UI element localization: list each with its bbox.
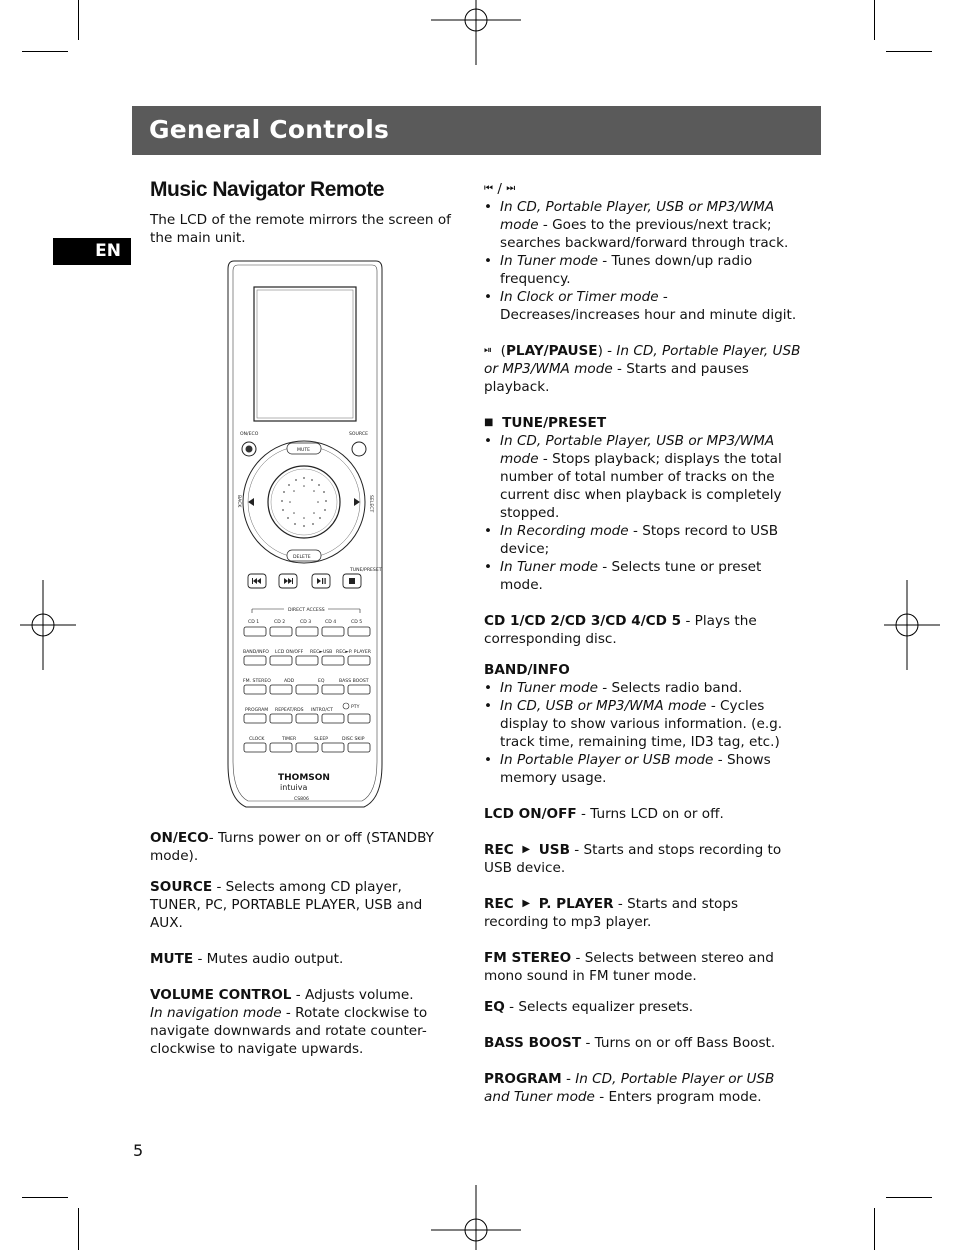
- registration-mark-icon: [0, 580, 88, 670]
- band-bullet: • In Tuner mode - Selects radio band.: [484, 679, 804, 697]
- band-info-heading: BAND/INFO: [484, 662, 570, 678]
- remote-label-rec-player: REC►P. PLAYER: [336, 650, 371, 655]
- remote-label-band-info: BAND/INFO: [243, 650, 269, 655]
- crop-mark: [874, 1208, 875, 1250]
- skip-bullet: • In Clock or Timer mode - Decreases/increases hour and minute digit.: [484, 288, 804, 324]
- band-bullet: • In CD, USB or MP3/WMA mode - Cycles display to show various information. (e.g. track time, remaining time, ID3 tag, etc.): [484, 697, 804, 751]
- mute-description: MUTE - Mutes audio output.: [150, 951, 344, 967]
- registration-mark-icon: [431, 1185, 521, 1250]
- remote-label-intro-ct: INTRO/CT: [311, 708, 333, 713]
- remote-model: CS806: [294, 797, 309, 802]
- stop-icon: ■: [484, 417, 494, 428]
- tune-bullet: • In Tuner mode - Selects tune or preset mode.: [484, 558, 804, 594]
- remote-label-disc-skip: DISC SKIP: [342, 737, 365, 742]
- crop-mark: [886, 1197, 932, 1198]
- remote-label-program: PROGRAM: [245, 708, 269, 713]
- bass-boost-description: BASS BOOST - Turns on or off Bass Boost.: [484, 1035, 776, 1051]
- remote-label-rec-usb: REC►USB: [310, 650, 333, 655]
- section-title: Music Navigator Remote: [150, 178, 385, 201]
- crop-mark: [22, 1197, 68, 1198]
- rec-usb-description: REC ▶ USB - Starts and stops recording to USB device.: [484, 842, 782, 876]
- remote-label-cd4: CD 4: [325, 620, 337, 625]
- play-pause-icon: ⏯: [484, 345, 492, 356]
- remote-label-timer: TIMER: [282, 737, 297, 742]
- remote-label-lcd-onoff: LCD ON/OFF: [275, 650, 304, 655]
- remote-label-tune-preset: TUNE/PRESET: [350, 568, 382, 573]
- remote-label-source: SOURCE: [349, 432, 368, 437]
- page-number: 5: [133, 1141, 144, 1160]
- language-tab: EN: [53, 238, 131, 265]
- remote-label-fm-stereo: FM. STEREO: [243, 679, 271, 684]
- crop-mark: [874, 0, 875, 40]
- remote-label-pty: PTY: [351, 705, 360, 710]
- remote-label-cd2: CD 2: [274, 620, 286, 625]
- cd-description: CD 1/CD 2/CD 3/CD 4/CD 5 - Plays the corresponding disc.: [484, 613, 757, 647]
- remote-label-mute: MUTE: [297, 448, 311, 453]
- registration-mark-icon: [862, 580, 952, 670]
- skip-heading: ⏮ / ⏭: [484, 181, 516, 197]
- source-description: SOURCE - Selects among CD player, TUNER, PC, PORTABLE PLAYER, USB and AUX.: [150, 879, 423, 931]
- left-column: [150, 829, 450, 1058]
- play-arrow-icon: ▶: [522, 898, 531, 909]
- remote-illustration: [224, 259, 386, 811]
- remote-label-back: BACK: [236, 495, 241, 508]
- remote-brand-logo: THOMSON: [278, 773, 330, 783]
- play-pause-description: ⏯ (PLAY/PAUSE) - In CD, Portable Player, USB or MP3/WMA mode - Starts and pauses playback.: [484, 343, 801, 395]
- remote-label-cd3: CD 3: [300, 620, 312, 625]
- intro-paragraph: The LCD of the remote mirrors the screen of the main unit.: [150, 212, 451, 246]
- crop-mark: [886, 51, 932, 52]
- remote-label-bass-boost: BASS BOOST: [339, 679, 369, 684]
- remote-label-clock: CLOCK: [249, 737, 265, 742]
- play-arrow-icon: ▶: [522, 844, 531, 855]
- page-title: General Controls: [149, 115, 390, 144]
- lcd-description: LCD ON/OFF - Turns LCD on or off.: [484, 806, 724, 822]
- crop-mark: [78, 1208, 79, 1250]
- rec-player-description: REC ▶ P. PLAYER - Starts and stops recording to mp3 player.: [484, 896, 739, 930]
- skip-bullet: • In Tuner mode - Tunes down/up radio frequency.: [484, 252, 804, 288]
- tune-preset-heading: ■ TUNE/PRESET: [484, 415, 607, 431]
- remote-label-direct-access: DIRECT ACCESS: [288, 608, 325, 613]
- fm-stereo-description: FM STEREO - Selects between stereo and mono sound in FM tuner mode.: [484, 950, 774, 984]
- on-eco-description: ON/ECO- Turns power on or off (STANDBY mode).: [150, 830, 434, 864]
- crop-mark: [22, 51, 68, 52]
- remote-label-delete: DELETE: [293, 555, 311, 560]
- remote-label-select: SELECT: [368, 495, 373, 513]
- remote-label-sleep: SLEEP: [314, 737, 329, 742]
- remote-sub-brand: intuiva: [280, 783, 308, 792]
- remote-label-on-eco: ON/ECO: [240, 432, 259, 437]
- crop-mark: [78, 0, 79, 40]
- remote-label-repeat-rds: REPEAT/RDS: [275, 708, 304, 713]
- remote-label-cd1: CD 1: [248, 620, 260, 625]
- skip-bullet: • In CD, Portable Player, USB or MP3/WMA mode - Goes to the previous/next track; searches backward/forward through track.: [484, 198, 804, 252]
- registration-mark-icon: [431, 0, 521, 65]
- band-bullet: • In Portable Player or USB mode - Shows memory usage.: [484, 751, 804, 787]
- skip-back-icon: ⏮: [484, 183, 493, 194]
- volume-description: VOLUME CONTROL - Adjusts volume. In navigation mode - Rotate clockwise to navigate downwards and rotate counter-clockwise to navigate upwards.: [150, 987, 428, 1057]
- header-bar: [132, 106, 821, 155]
- tune-bullet: • In Recording mode - Stops record to USB device;: [484, 522, 804, 558]
- tune-bullet: • In CD, Portable Player, USB or MP3/WMA mode - Stops playback; displays the total number of total number of tracks on the current disc when playback is completely stopped.: [484, 432, 804, 522]
- right-column: [484, 180, 804, 1106]
- skip-forward-icon: ⏭: [506, 183, 516, 194]
- eq-description: EQ - Selects equalizer presets.: [484, 999, 694, 1015]
- program-description: PROGRAM - In CD, Portable Player or USB and Tuner mode - Enters program mode.: [484, 1071, 775, 1105]
- remote-label-eq: EQ: [318, 679, 325, 684]
- remote-label-add: ADD: [284, 679, 295, 684]
- remote-label-cd5: CD 5: [351, 620, 363, 625]
